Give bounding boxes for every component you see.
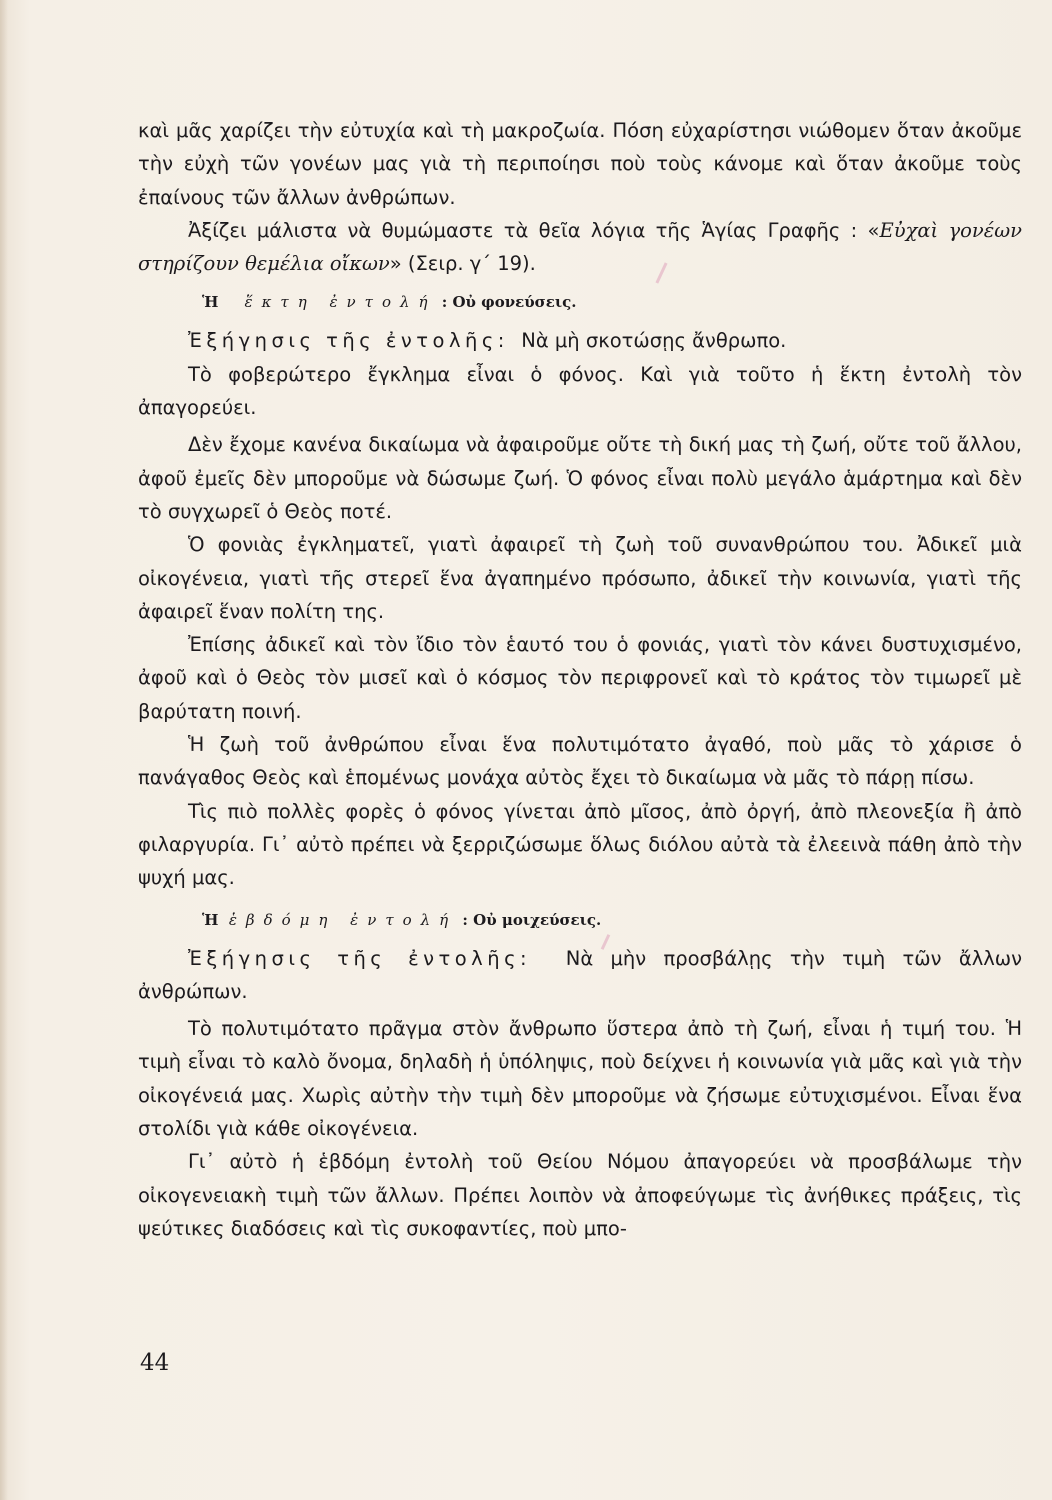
paragraph: Τὸ πολυτιμότατο πρᾶγμα στὸν ἄνθρωπο ὕστερα ἀπὸ τὴ ζωή, εἶναι ἡ τιμή του. Ἡ τιμὴ εἶναι τὸ καλὸ ὄνομα, δηλαδὴ ἡ ὑπόληψις, ποὺ δείχνει ἡ κοινωνία γιὰ μᾶς καὶ γιὰ τὴν οἰκογένειά μας. Χωρὶς αὐτὴν τὴν τιμὴ δὲν μποροῦμε νὰ ζήσωμε εὐτυχισμένοι. Εἶναι ἕνα στολίδι γιὰ κάθε οἰκογένεια. [138, 1017, 1022, 1141]
explanation-text: Νὰ μὴν προσβάλῃς τὴν τιμὴ τῶν ἄλλων ἀνθρώπων. [138, 946, 1022, 1003]
heading-rest: : Οὐ μοιχεύσεις. [462, 910, 602, 929]
explanation-seventh [138, 942, 1022, 1009]
explanation-label: Ἐξήγησις τῆς ἐντολῆς: [188, 329, 509, 353]
explanation-label: Ἐξήγησις τῆς ἐντολῆς: [188, 946, 532, 970]
heading-rest: : Οὐ φονεύσεις. [441, 293, 577, 312]
citation-italic: Εὐχαὶ γονέων στηρίζουν θεμέλια οἴκων [138, 218, 1022, 276]
page-binding-shadow [0, 0, 8, 1500]
paragraph: Ἡ ζωὴ τοῦ ἀνθρώπου εἶναι ἕνα πολυτιμότατο ἀγαθό, ποὺ μᾶς τὸ χάρισε ὁ πανάγαθος Θεὸς καὶ ἑπομένως μονάχα αὐτὸς ἔχει τὸ δικαίωμα νὰ μᾶς τὸ πάρῃ πίσω. [138, 733, 1022, 790]
paragraph-continuation: καὶ μᾶς χαρίζει τὴν εὐτυχία καὶ τὴ μακροζωία. Πόση εὐχαρίστησι νιώθομεν ὅταν ἀκοῦμε τὴν εὐχὴ τῶν γονέων μας γιὰ τὴ περιποίησι ποὺ τοὺς κάνομε καὶ ὅταν ἀκοῦμε τοὺς ἐπαίνους τῶν ἄλλων ἀνθρώπων. [138, 119, 1022, 209]
page-number: 44 [140, 1350, 170, 1376]
heading-article: Ἡ [202, 293, 219, 312]
citation-after: » (Σειρ. γ΄ 19). [389, 252, 536, 276]
heading-spaced: ἑβδόμη ἐντολή [228, 910, 458, 929]
explanation-sixth [138, 324, 1022, 357]
page-text [138, 114, 1022, 1245]
heading-spaced: ἕκτη ἐντολή [244, 293, 437, 312]
paragraph: Τὸ φοβερώτερο ἔγκλημα εἶναι ὁ φόνος. Καὶ γιὰ τοῦτο ἡ ἕκτη ἐντολὴ τὸν ἀπαγορεύει. [138, 362, 1022, 420]
explanation-text: Νὰ μὴ σκοτώσῃς ἄνθρωπο. [521, 329, 787, 353]
citation-before: Ἀξίζει μάλιστα νὰ θυμώμαστε τὰ θεῖα λόγια τῆς Ἁγίας Γραφῆς : « [188, 218, 880, 242]
heading-article: Ἡ [202, 910, 219, 929]
paragraph: Ὁ φονιὰς ἐγκληματεῖ, γιατὶ ἀφαιρεῖ τὴ ζωὴ τοῦ συνανθρώπου του. Ἀδικεῖ μιὰ οἰκογένεια, γιατὶ τῆς στερεῖ ἕνα ἀγαπημένο πρόσωπο, ἀδικεῖ τὴν κοινωνία, γιατὶ τῆς ἀφαιρεῖ ἕναν πολίτη της. [138, 533, 1022, 623]
paragraph-citation [138, 214, 1022, 281]
section-heading-sixth [138, 291, 1022, 313]
paragraph: Ἐπίσης ἀδικεῖ καὶ τὸν ἴδιο τὸν ἑαυτό του ὁ φονιάς, γιατὶ τὸν κάνει δυστυχισμένο, ἀφοῦ καὶ ὁ Θεὸς τὸν μισεῖ καὶ ὁ κόσμος τὸν περιφρονεῖ καὶ τὸ κράτος τὸν τιμωρεῖ μὲ βαρύτατη ποινή. [138, 633, 1022, 723]
paragraph: Δὲν ἔχομε κανένα δικαίωμα νὰ ἀφαιροῦμε οὔτε τὴ δική μας τὴ ζωή, οὔτε τοῦ ἄλλου, ἀφοῦ ἐμεῖς δὲν μποροῦμε νὰ δώσωμε ζωή. Ὁ φόνος εἶναι πολὺ μεγάλο ἁμάρτημα καὶ δὲν τὸ συγχωρεῖ ὁ Θεὸς ποτέ. [138, 433, 1022, 523]
paragraph: Γι᾿ αὐτὸ ἡ ἑβδόμη ἐντολὴ τοῦ Θείου Νόμου ἀπαγορεύει νὰ προσβάλωμε τὴν οἰκογενειακὴ τιμὴ τῶν ἄλλων. Πρέπει λοιπὸν νὰ ἀποφεύγωμε τὶς ἀνήθικες πράξεις, τὶς ψεύτικες διαδόσεις καὶ τὶς συκοφαντίες, ποὺ μπο- [138, 1150, 1022, 1240]
section-heading-seventh [138, 909, 1022, 931]
paragraph: Τὶς πιὸ πολλὲς φορὲς ὁ φόνος γίνεται ἀπὸ μῖσος, ἀπὸ ὀργή, ἀπὸ πλεονεξία ἢ ἀπὸ φιλαργυρία. Γι᾿ αὐτὸ πρέπει νὰ ξερριζώσωμε ὅλως διόλου αὐτὰ τὰ ἐλεεινὰ πάθη ἀπὸ τὴν ψυχή μας. [138, 799, 1022, 890]
